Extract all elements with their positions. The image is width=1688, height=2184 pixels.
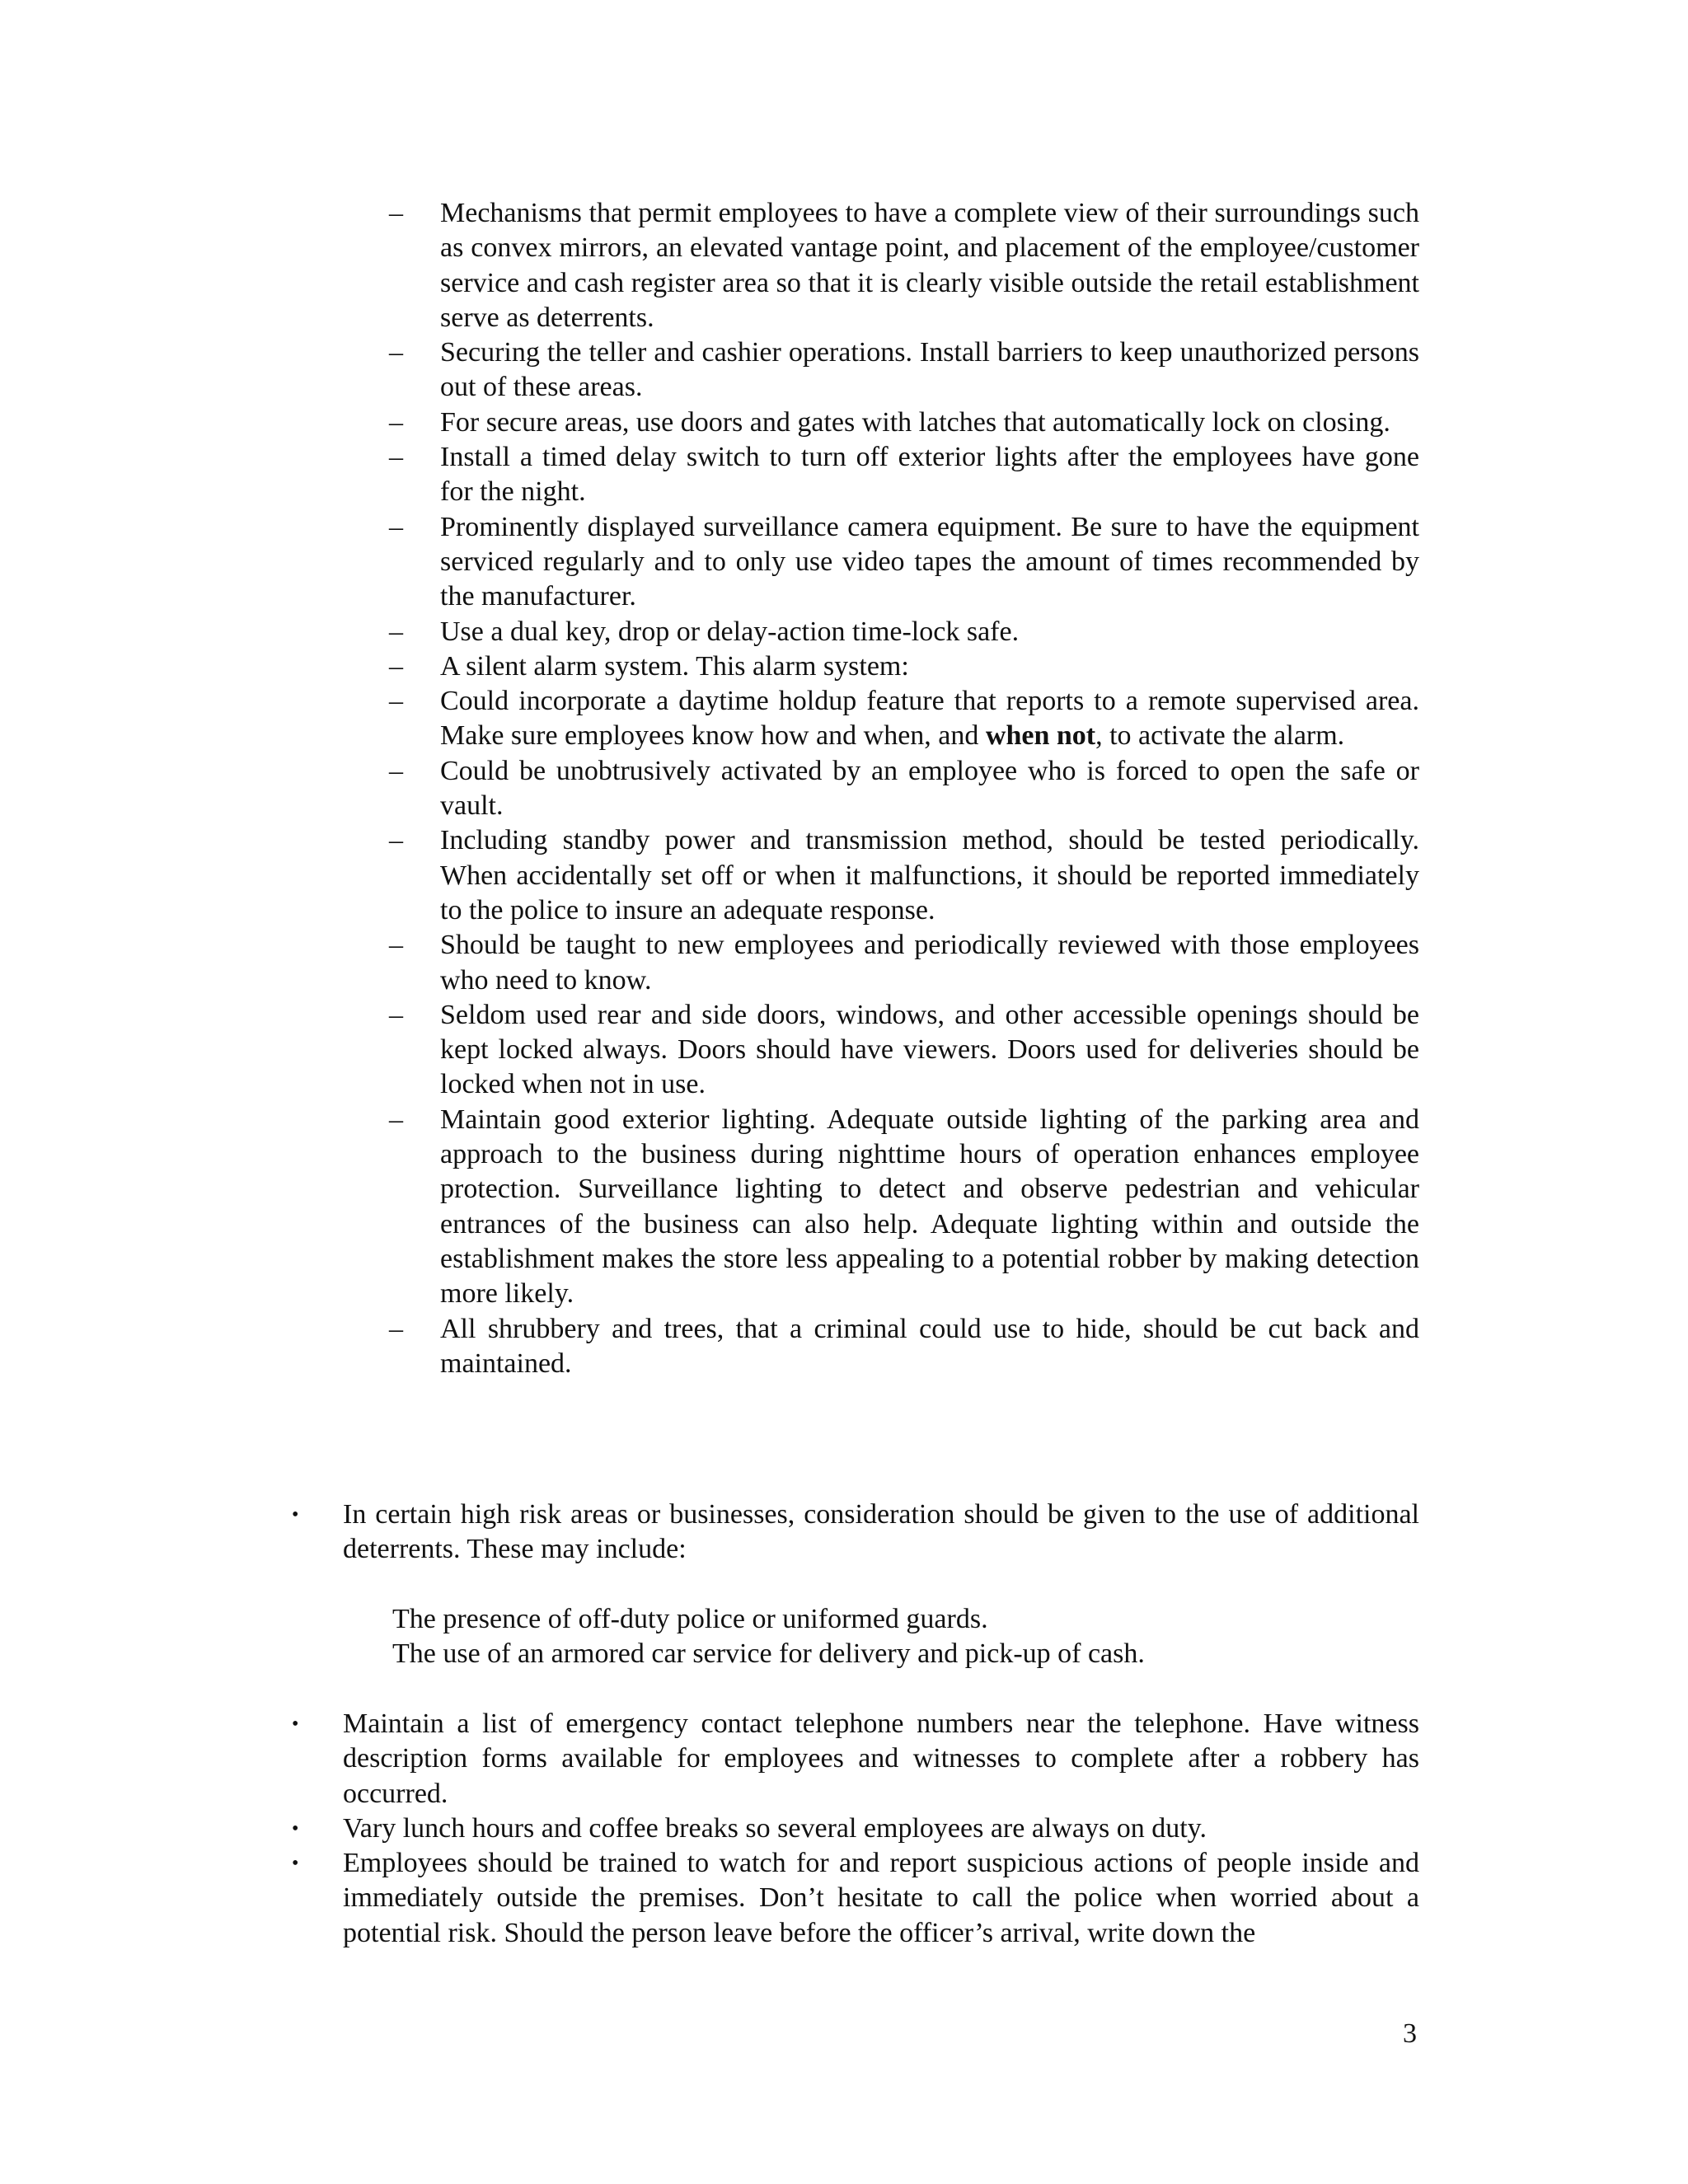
dash-list (389, 196, 1419, 1381)
dash-marker: – (389, 337, 403, 368)
list-item (389, 684, 1419, 754)
list-item-text-after: , to activate the alarm. (1095, 720, 1345, 752)
list-item-text: Install a timed delay switch to turn off exterior lights after the employees have gone for the night. (440, 442, 1419, 508)
dash-marker: – (389, 755, 403, 786)
bullet-item (292, 1811, 1419, 1846)
dash-marker: – (389, 442, 403, 473)
list-item-text: Securing the teller and cashier operations. Install barriers to keep unauthorized persons out of these areas. (440, 337, 1419, 403)
list-item (389, 1103, 1419, 1312)
list-item (389, 335, 1419, 405)
list-item-text: Including standby power and transmission method, should be tested periodically. When accidentally set off or when it malfunctions, it should be reported immediately to the police to insure an adequate response. (440, 825, 1419, 926)
deterrent-item: The use of an armored car service for delivery and pick-up of cash. (392, 1638, 1145, 1670)
list-item (389, 754, 1419, 824)
list-item (389, 823, 1419, 928)
bullet-text: In certain high risk areas or businesses, consideration should be given to the use of additional deterrents. These may include: (343, 1499, 1419, 1565)
emphasis-text: when not (985, 720, 1096, 752)
bullet-icon: • (292, 1713, 299, 1735)
bullet-text: Employees should be trained to watch for and report suspicious actions of people inside and immediately outside the premises. Don’t hesitate to call the police when worried about a potential risk. Should the person leave before the officer’s arrival, write down the (343, 1848, 1419, 1948)
list-item (389, 928, 1419, 998)
list-item (389, 405, 1419, 440)
list-item-text: Use a dual key, drop or delay-action time-lock safe. (440, 616, 1020, 647)
list-item-text: Seldom used rear and side doors, windows, and other accessible openings should be kept locked always. Doors should have viewers. Doors used for deliveries should be locked when not in use. (440, 999, 1419, 1100)
list-item (389, 440, 1419, 510)
list-item (389, 649, 1419, 684)
list-item-text: For secure areas, use doors and gates with latches that automatically lock on closing. (440, 406, 1390, 438)
bullet-text: Maintain a list of emergency contact telephone numbers near the telephone. Have witness description forms available for employees and witnesses to complete after a robbery has occurred. (343, 1708, 1419, 1809)
page-number: 3 (1403, 2018, 1417, 2049)
list-item (389, 615, 1419, 649)
bullet-item (292, 1846, 1419, 1951)
list-item-text: All shrubbery and trees, that a criminal could use to hide, should be cut back and maintained. (440, 1313, 1419, 1379)
dash-marker: – (389, 825, 403, 856)
bullet-item (292, 1497, 1419, 1568)
list-item-text: Mechanisms that permit employees to have a complete view of their surroundings such as convex mirrors, an elevated vantage point, and placement of the employee/customer service and cash register area so that it is clearly visible outside the retail establishment serve as deterrents. (440, 198, 1419, 333)
bullet-icon: • (292, 1853, 299, 1874)
dash-marker: – (389, 616, 403, 647)
deterrent-item: The presence of off-duty police or uniformed guards. (392, 1604, 988, 1634)
bullet-item (292, 1707, 1419, 1811)
dash-marker: – (389, 930, 403, 961)
bullet-text: Vary lunch hours and coffee breaks so several employees are always on duty. (343, 1813, 1207, 1844)
dash-marker: – (389, 511, 403, 542)
deterrent-list (392, 1602, 1381, 1672)
bullet-icon: • (292, 1504, 299, 1526)
dash-marker: – (389, 1104, 403, 1135)
list-item-text: Should be taught to new employees and periodically reviewed with those employees who need to know. (440, 930, 1419, 996)
list-item (389, 510, 1419, 615)
list-item (389, 1312, 1419, 1382)
list-item-text: Maintain good exterior lighting. Adequate outside lighting of the parking area and approach to the business during nighttime hours of operation enhances employee protection. Surveillance lighting to detect and observe pedestrian and vehicular entrances of the business can also help. Adequate lighting within and outside the establishment makes the store less appealing to a potential robber by making detection more likely. (440, 1104, 1419, 1310)
dash-marker: – (389, 198, 403, 228)
list-item-text: Could be unobtrusively activated by an employee who is forced to open the safe or vault. (440, 755, 1419, 822)
list-item-text: A silent alarm system. This alarm system: (440, 650, 909, 682)
dash-marker: – (389, 650, 403, 682)
dash-marker: – (389, 686, 403, 717)
dash-marker: – (389, 406, 403, 438)
list-item-text-before: Could incorporate a daytime holdup feature that reports to a remote supervised area. Make sure employees know how and when, and (440, 686, 1419, 752)
list-item (389, 196, 1419, 335)
list-item (389, 998, 1419, 1103)
list-item-text: Prominently displayed surveillance camera equipment. Be sure to have the equipment serviced regularly and to only use video tapes the amount of times recommended by the manufacturer. (440, 511, 1419, 612)
bullet-icon: • (292, 1818, 299, 1840)
dash-marker: – (389, 999, 403, 1030)
dash-marker: – (389, 1313, 403, 1344)
